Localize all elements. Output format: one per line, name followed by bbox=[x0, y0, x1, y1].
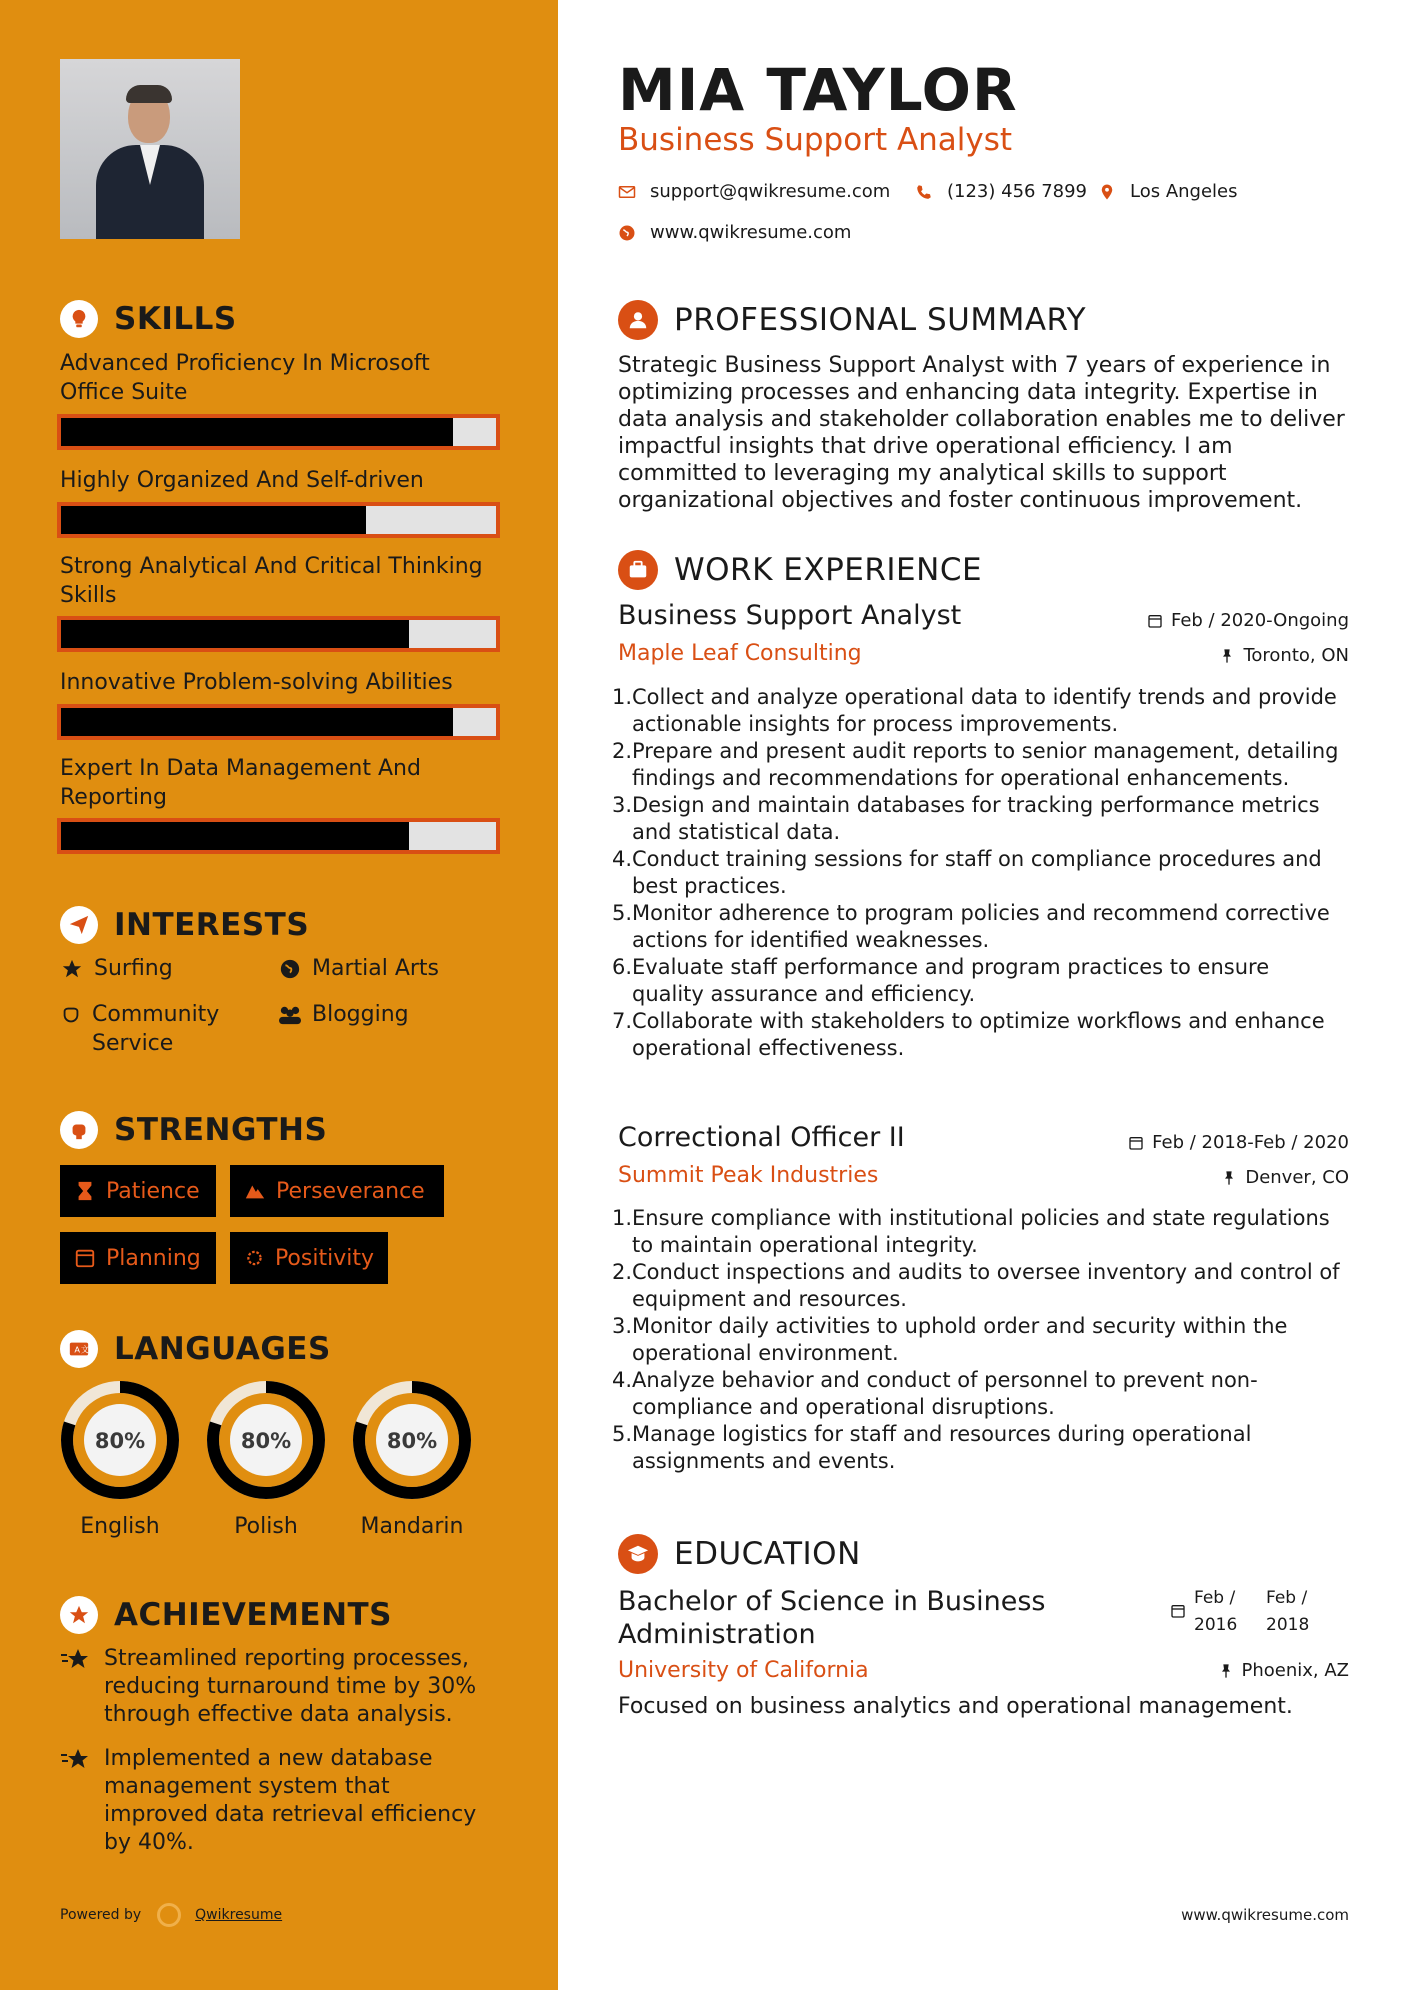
calendar-icon bbox=[1128, 1135, 1144, 1151]
experience-title: WORK EXPERIENCE bbox=[674, 552, 983, 588]
paper-plane-icon bbox=[60, 906, 98, 944]
interest-item: Blogging bbox=[278, 1000, 409, 1029]
language-icon bbox=[60, 1330, 98, 1368]
education-school: University of California bbox=[618, 1658, 869, 1683]
job-company: Summit Peak Industries bbox=[618, 1163, 879, 1188]
summary-title: PROFESSIONAL SUMMARY bbox=[674, 302, 1087, 338]
qwikresume-link[interactable]: Qwikresume bbox=[195, 1907, 283, 1923]
list-item: 6. Evaluate staff performance and program practices to ensure quality assurance and efficiency. bbox=[612, 955, 1270, 1006]
powered-by: Powered by Qwikresume bbox=[60, 1903, 282, 1927]
graduate-icon bbox=[618, 1534, 658, 1574]
interest-item: Community Service bbox=[60, 1000, 260, 1058]
footer-url[interactable]: www.qwikresume.com bbox=[1181, 1906, 1349, 1924]
language-item: 80% English bbox=[58, 1378, 182, 1539]
list-item: 5. Manage logistics for staff and resources during operational assignments and events. bbox=[612, 1422, 1252, 1473]
phone-icon bbox=[915, 183, 933, 201]
education-heading bbox=[618, 1534, 861, 1574]
mountain-icon bbox=[244, 1180, 266, 1202]
skill-bar bbox=[57, 616, 500, 652]
list-item: 3. Design and maintain databases for tracking performance metrics and statistical data. bbox=[612, 793, 1320, 844]
strength-tag: Positivity bbox=[230, 1232, 388, 1284]
languages-heading bbox=[60, 1330, 331, 1368]
education-location: Phoenix, AZ bbox=[1218, 1660, 1350, 1681]
job-date: Feb / 2018-Feb / 2020 bbox=[1128, 1132, 1349, 1153]
globe-icon bbox=[278, 958, 302, 980]
strengths-heading bbox=[60, 1111, 327, 1149]
sun-icon bbox=[244, 1247, 265, 1269]
skills-heading bbox=[60, 300, 237, 338]
job-duties bbox=[612, 1205, 1346, 1475]
lightbulb-icon bbox=[60, 300, 98, 338]
profile-photo bbox=[60, 59, 240, 239]
list-item: 4. Analyze behavior and conduct of personnel to prevent non-compliance and operational disruptions. bbox=[612, 1368, 1258, 1419]
strengths-title: STRENGTHS bbox=[114, 1112, 328, 1148]
user-icon bbox=[618, 300, 658, 340]
education-date: Feb / 2016 Feb / 2018 bbox=[1170, 1585, 1326, 1639]
list-item: 3. Monitor daily activities to uphold order and security within the operational environment. bbox=[612, 1314, 1288, 1365]
skill-bar bbox=[57, 818, 500, 854]
interests-title: INTERESTS bbox=[114, 907, 310, 943]
skill-bar bbox=[57, 502, 500, 538]
svg-text:80%: 80% bbox=[386, 1429, 438, 1453]
map-pin-icon bbox=[1098, 183, 1116, 201]
language-gauge bbox=[204, 1378, 328, 1502]
language-gauge bbox=[350, 1378, 474, 1502]
job-location: Toronto, ON bbox=[1219, 645, 1349, 666]
languages-title: LANGUAGES bbox=[114, 1331, 331, 1367]
education-description: Focused on business analytics and operational management. bbox=[618, 1694, 1293, 1719]
skill-name: Advanced Proficiency In Microsoft Office Suite bbox=[60, 351, 430, 405]
hourglass-icon bbox=[74, 1180, 96, 1202]
qwikresume-logo-icon bbox=[157, 1903, 181, 1927]
calendar-icon bbox=[1147, 613, 1163, 629]
job-title: Correctional Officer II bbox=[618, 1122, 905, 1153]
interest-item: Surfing bbox=[60, 954, 173, 983]
skill-name: Highly Organized And Self-driven bbox=[60, 468, 424, 493]
pin-icon bbox=[1219, 648, 1235, 664]
skill-name: Strong Analytical And Critical Thinking Skills bbox=[60, 554, 483, 608]
list-item: 7. Collaborate with stakeholders to optimize workflows and enhance operational effectiveness. bbox=[612, 1009, 1325, 1060]
job-company: Maple Leaf Consulting bbox=[618, 641, 862, 666]
candidate-role: Business Support Analyst bbox=[618, 122, 1013, 158]
sidebar bbox=[0, 0, 558, 1990]
job-location: Denver, CO bbox=[1221, 1167, 1349, 1188]
briefcase-icon bbox=[618, 550, 658, 590]
achievement-item: Streamlined reporting processes, reducing turnaround time by 30% through effective data analysis. bbox=[60, 1645, 500, 1729]
contact-location: Los Angeles bbox=[1098, 181, 1238, 202]
star-burst-icon bbox=[60, 1647, 92, 1729]
fist-icon bbox=[60, 1111, 98, 1149]
skill-bar bbox=[57, 414, 500, 450]
job-title: Business Support Analyst bbox=[618, 600, 962, 631]
skills-title: SKILLS bbox=[114, 301, 237, 337]
job-date: Feb / 2020-Ongoing bbox=[1147, 610, 1349, 631]
svg-text:A: A bbox=[74, 1344, 81, 1355]
globe-icon bbox=[618, 224, 636, 242]
skill-bar bbox=[57, 704, 500, 740]
achievement-item: Implemented a new database management system that improved data retrieval efficiency by 40%. bbox=[60, 1745, 500, 1857]
users-icon bbox=[278, 1004, 302, 1026]
contact-email[interactable]: support@qwikresume.com bbox=[618, 181, 890, 202]
interest-item: Martial Arts bbox=[278, 954, 439, 983]
award-icon bbox=[60, 1596, 98, 1634]
achievements-title: ACHIEVEMENTS bbox=[114, 1597, 393, 1633]
contact-phone[interactable]: (123) 456 7899 bbox=[915, 181, 1087, 202]
experience-heading bbox=[618, 550, 982, 590]
star-burst-icon bbox=[60, 1747, 92, 1857]
hand-icon bbox=[60, 1004, 82, 1026]
svg-text:80%: 80% bbox=[240, 1429, 292, 1453]
svg-text:文: 文 bbox=[80, 1344, 90, 1355]
language-gauge bbox=[58, 1378, 182, 1502]
list-item: 2. Prepare and present audit reports to senior management, detailing findings and recommendations for operational enhancements. bbox=[612, 739, 1339, 790]
strength-tag: Planning bbox=[60, 1232, 216, 1284]
strength-tag: Perseverance bbox=[230, 1165, 444, 1217]
list-item: 5. Monitor adherence to program policies and recommend corrective actions for identified weaknesses. bbox=[612, 901, 1330, 952]
calendar-icon bbox=[1170, 1603, 1186, 1619]
candidate-name: MIA TAYLOR bbox=[618, 56, 1018, 124]
pin-icon bbox=[1221, 1170, 1237, 1186]
education-title: EDUCATION bbox=[674, 1536, 861, 1572]
interests-heading bbox=[60, 906, 309, 944]
pin-icon bbox=[1218, 1663, 1234, 1679]
achievements-heading bbox=[60, 1596, 392, 1634]
job-duties bbox=[612, 684, 1346, 1062]
skill-name: Innovative Problem-solving Abilities bbox=[60, 670, 453, 695]
summary-heading bbox=[618, 300, 1086, 340]
calendar-icon bbox=[74, 1247, 96, 1269]
list-item: 1. Collect and analyze operational data to identify trends and provide actionable insights for process improvements. bbox=[612, 685, 1337, 736]
language-item: 80% Mandarin bbox=[350, 1378, 474, 1539]
contact-website[interactable]: www.qwikresume.com bbox=[618, 222, 851, 243]
star-icon bbox=[60, 958, 84, 980]
list-item: 1. Ensure compliance with institutional policies and state regulations to maintain operational integrity. bbox=[612, 1206, 1330, 1257]
list-item: 2. Conduct inspections and audits to oversee inventory and control of equipment and resources. bbox=[612, 1260, 1340, 1311]
skill-name: Expert In Data Management And Reporting bbox=[60, 756, 421, 810]
strength-tag: Patience bbox=[60, 1165, 216, 1217]
language-item: 80% Polish bbox=[204, 1378, 328, 1539]
list-item: 4. Conduct training sessions for staff on compliance procedures and best practices. bbox=[612, 847, 1322, 898]
svg-text:80%: 80% bbox=[94, 1429, 146, 1453]
education-degree: Bachelor of Science in Business Administration bbox=[618, 1586, 1046, 1650]
envelope-icon bbox=[618, 183, 636, 201]
summary-text: Strategic Business Support Analyst with 7 years of experience in optimizing processes and enhancing data integrity. Expertise in data analysis and stakeholder collaboration enables me to deliver impactful insights that drive operational efficiency. I am committed to leveraging my analytical skills to support organizational objectives and foster continuous improvement. bbox=[618, 353, 1345, 513]
